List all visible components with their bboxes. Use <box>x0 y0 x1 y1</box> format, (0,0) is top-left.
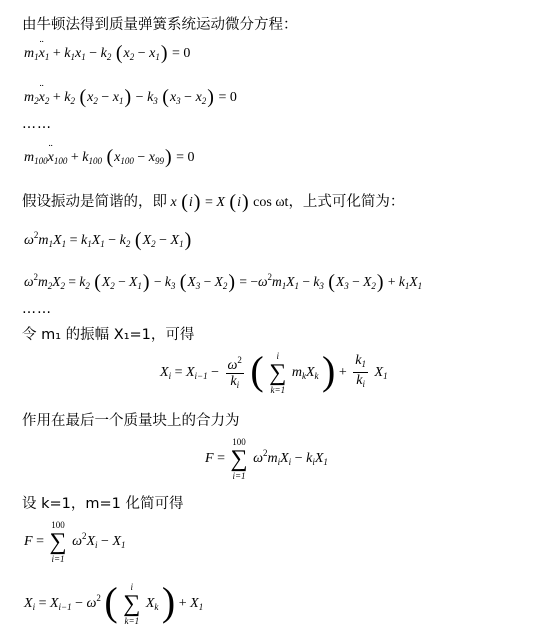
equation-2: $m_2¨$ $x_2 + k_2$ $(x_2 - x_1) - k_3$ $(x_3 - x_2) = 0$ <box>24 86 237 109</box>
equation-1: $m_1¨$ $x_1 + k_1x_1 - k_2$ $(x_2 - x_1) = 0$ <box>24 42 190 65</box>
ellipsis-1: …… <box>22 116 52 132</box>
equation-9: $X_i = X_{i-1} - \omega^2$ ( i ∑ k=1 $X_k$ ) + $X_1$ <box>24 579 204 626</box>
resultant-force-line: 作用在最后一个质量块上的合力为 <box>22 413 240 429</box>
amplitude-line: 令 m₁ 的振幅 X₁=1，可得 <box>22 327 195 343</box>
equation-3: $m_{100}¨$ $x_{100} + k_{100}$ $(x_{100} - x_{99}) = 0$ <box>24 146 195 169</box>
ellipsis-2: …… <box>22 301 52 317</box>
equation-8: F = 100 ∑ i=1 $\omega^2X_i - X_1$ <box>24 520 126 564</box>
equation-5: $\omega^2m_2X_2 = k_2$ $(X_2 - X_1) - k_3$ $(X_3 - X_2) = -\omega^2m_1X_1 - k_3$ $(X_3 - X_2) + k_1X_1$ <box>24 271 423 293</box>
intro-text: 由牛顿法得到质量弹簧系统运动微分方程： <box>22 17 298 33</box>
simplify-line: 设 k=1，m=1 化简可得 <box>22 496 184 512</box>
assumption-line: 假设振动是简谐的，即 x (i) = X (i) cos ωt，上式可化简为： <box>22 191 405 213</box>
equation-4: $\omega^2m_1X_1 = k_1X_1 - k_2$ $(X_2 - X_1)$ <box>24 229 192 251</box>
equation-6: $X_i = X_{i-1}$ − $\frac{\omega^2}{k_i}$ ( i ∑ k=1 $m_kX_k$ ) + $\frac{k_1}{k_i}$ $X_1$ <box>160 348 388 395</box>
equation-7: F = 100 ∑ i=1 $\omega^2m_iX_i - k_iX_1$ <box>205 437 328 481</box>
